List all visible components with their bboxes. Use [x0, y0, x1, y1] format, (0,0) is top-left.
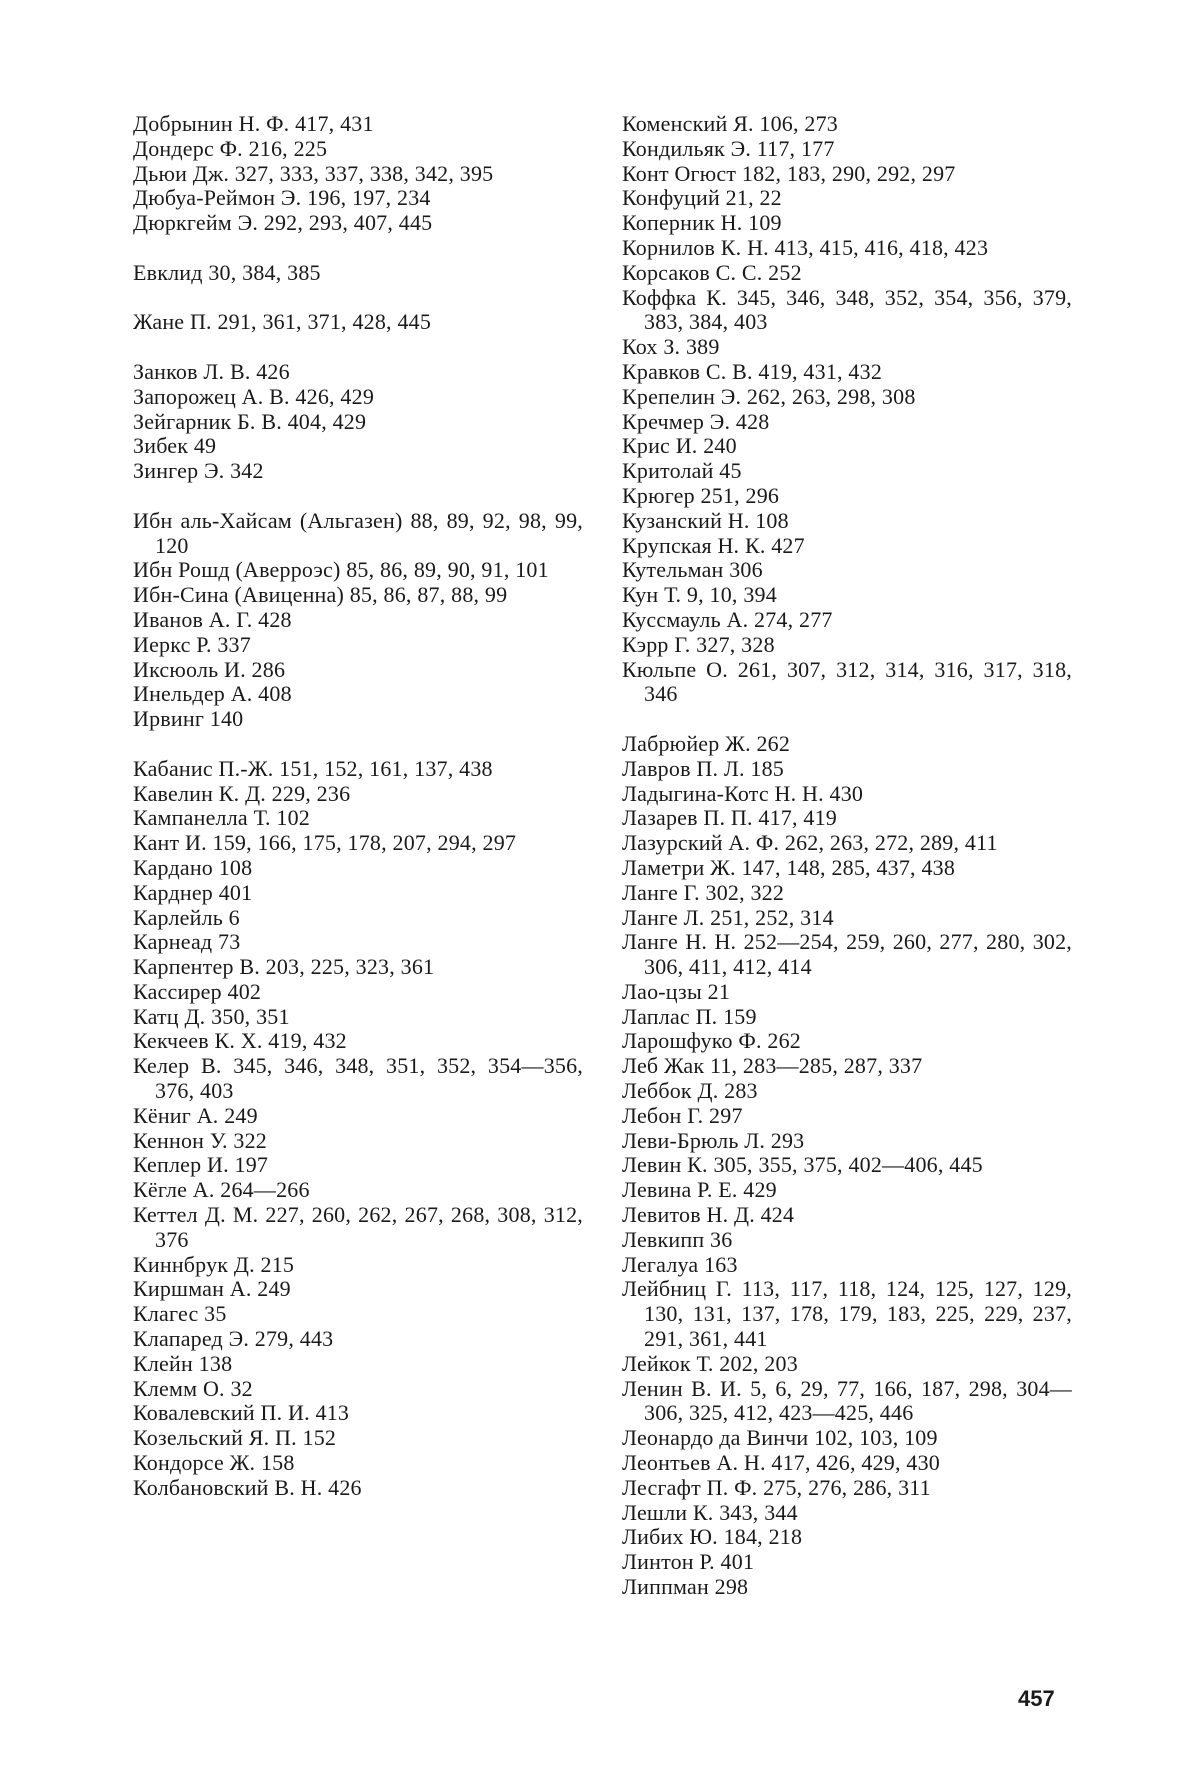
index-entry: Дьюи Дж. 327, 333, 337, 338, 342, 395 [133, 160, 494, 186]
section-gap [133, 484, 583, 509]
index-entry: Ковалевский П. И. 413 [133, 1400, 350, 1426]
index-entry: Лебон Г. 297 [622, 1102, 743, 1128]
index-entry: Корсаков С. С. 252 [622, 259, 802, 285]
index-entry: Карнеад 73 [133, 929, 241, 955]
index-entry: Лейкок Т. 202, 203 [622, 1350, 798, 1376]
index-entry: Левкипп 36 [622, 1226, 733, 1252]
index-entry: Кеннон У. 322 [133, 1127, 268, 1153]
index-entry: Крепелин Э. 262, 263, 298, 308 [622, 383, 916, 409]
index-entry: Киннбрук Д. 215 [133, 1251, 295, 1277]
index-entry: Левин К. 305, 355, 375, 402—406, 445 [622, 1152, 983, 1178]
index-entry: Колбановский В. Н. 426 [133, 1474, 362, 1500]
index-entry: Карднер 401 [133, 879, 253, 905]
index-entry: Клемм О. 32 [133, 1375, 253, 1401]
index-entry: Легалуа 163 [622, 1251, 738, 1277]
index-column-right [622, 112, 1072, 1600]
index-entry: Лаплас П. 159 [622, 1003, 757, 1029]
index-entry: Клапаред Э. 279, 443 [133, 1326, 334, 1352]
index-entry: Ламетри Ж. 147, 148, 285, 437, 438 [622, 854, 956, 880]
index-entry: Кузанский Н. 108 [622, 507, 789, 533]
index-entry: Леонтьев А. Н. 417, 426, 429, 430 [622, 1450, 940, 1476]
index-entry: Леви-Брюль Л. 293 [622, 1127, 805, 1153]
index-entry: Лабрюйер Ж. 262 [622, 730, 791, 756]
index-entry: Лао-цзы 21 [622, 978, 731, 1004]
index-entry: Леб Жак 11, 283—285, 287, 337 [622, 1053, 923, 1079]
index-entry: Зибек 49 [133, 433, 217, 459]
index-entry: Левитов Н. Д. 424 [622, 1202, 795, 1228]
index-entry: Дюбуа-Реймон Э. 196, 197, 234 [133, 185, 431, 211]
index-entry: Кавелин К. Д. 229, 236 [133, 780, 351, 806]
index-entry: Кардано 108 [133, 854, 253, 880]
section-gap [133, 286, 583, 311]
index-entry: Зингер Э. 342 [133, 458, 264, 484]
index-entry: Зейгарник Б. В. 404, 429 [133, 408, 367, 434]
index-entry: Ладыгина-Котс Н. Н. 430 [622, 780, 864, 806]
index-entry: Коменский Я. 106, 273 [622, 111, 838, 136]
index-entry: Леббок Д. 283 [622, 1078, 758, 1104]
index-entry: Кекчеев К. Х. 419, 432 [133, 1028, 347, 1054]
index-entry: Кравков С. В. 419, 431, 432 [622, 358, 883, 384]
section-gap [133, 236, 583, 261]
index-entry: Иксюоль И. 286 [133, 656, 286, 682]
index-entry: Крупская Н. К. 427 [622, 532, 805, 558]
index-entry: Киршман А. 249 [133, 1276, 291, 1302]
index-entry: Ирвинг 140 [133, 706, 244, 732]
index-entry: Кюльпе О. 261, 307, 312, 314, 316, 317, 318, 346 [622, 656, 1072, 707]
index-entry: Линтон Р. 401 [622, 1549, 755, 1575]
index-entry: Кондильяк Э. 117, 177 [622, 135, 835, 161]
section-gap [133, 732, 583, 757]
index-entry: Дондерс Ф. 216, 225 [133, 135, 328, 161]
index-entry: Коффка К. 345, 346, 348, 352, 354, 356, 379, 383, 384, 403 [622, 284, 1072, 335]
index-entry: Конт Огюст 182, 183, 290, 292, 297 [622, 160, 956, 186]
index-entry: Кох З. 389 [622, 334, 720, 360]
index-entry: Коперник Н. 109 [622, 210, 782, 236]
section-gap [133, 335, 583, 360]
index-entry: Добрынин Н. Ф. 417, 431 [133, 111, 374, 136]
index-entry: Критолай 45 [622, 458, 742, 484]
index-entry: Келер В. 345, 346, 348, 351, 352, 354—356, 376, 403 [133, 1053, 583, 1104]
index-entry: Кабанис П.-Ж. 151, 152, 161, 137, 438 [133, 755, 493, 781]
index-entry: Кэрр Г. 327, 328 [622, 631, 775, 657]
index-entry: Клагес 35 [133, 1301, 227, 1327]
index-entry: Лесгафт П. Ф. 275, 276, 286, 311 [622, 1474, 931, 1500]
index-entry: Ланге Н. Н. 252—254, 259, 260, 277, 280, 302, 306, 411, 412, 414 [622, 929, 1072, 980]
index-entry: Лазурский А. Ф. 262, 263, 272, 289, 411 [622, 830, 998, 856]
index-entry: Кёниг А. 249 [133, 1102, 258, 1128]
index-entry: Иеркс Р. 337 [133, 631, 251, 657]
index-entry: Липпман 298 [622, 1574, 749, 1600]
index-entry: Куссмауль А. 274, 277 [622, 606, 833, 632]
index-entry: Либих Ю. 184, 218 [622, 1524, 803, 1550]
index-entry: Леонардо да Винчи 102, 103, 109 [622, 1425, 938, 1451]
index-entry: Кеттел Д. М. 227, 260, 262, 267, 268, 308, 312, 376 [133, 1202, 583, 1252]
index-entry: Занков Л. В. 426 [133, 358, 290, 384]
page-number: 457 [1018, 1686, 1055, 1711]
index-entry: Запорожец А. В. 426, 429 [133, 383, 375, 409]
index-entry: Ленин В. И. 5, 6, 29, 77, 166, 187, 298, 304—306, 325, 412, 423—425, 446 [622, 1375, 1072, 1426]
index-entry: Левина Р. Е. 429 [622, 1177, 777, 1203]
index-entry: Конфуций 21, 22 [622, 185, 782, 211]
index-entry: Кант И. 159, 166, 175, 178, 207, 294, 297 [133, 830, 517, 856]
index-entry: Иванов А. Г. 428 [133, 606, 292, 632]
index-entry: Крис И. 240 [622, 433, 737, 459]
index-entry: Кёгле А. 264—266 [133, 1177, 310, 1203]
index-entry: Кун Т. 9, 10, 394 [622, 582, 777, 608]
index-entry: Клейн 138 [133, 1350, 233, 1376]
index-entry: Ланге Г. 302, 322 [622, 879, 785, 905]
index-column-left [133, 112, 583, 1501]
section-gap [622, 707, 1072, 732]
index-entry: Ланге Л. 251, 252, 314 [622, 904, 834, 930]
index-entry: Карлейль 6 [133, 904, 240, 930]
index-entry: Козельский Я. П. 152 [133, 1425, 337, 1451]
index-entry: Катц Д. 350, 351 [133, 1003, 290, 1029]
index-entry: Кассирер 402 [133, 978, 262, 1004]
index-entry: Ларошфуко Ф. 262 [622, 1028, 801, 1054]
index-entry: Ибн-Сина (Авиценна) 85, 86, 87, 88, 99 [133, 582, 508, 608]
index-entry: Кутельман 306 [622, 557, 763, 583]
index-entry: Карпентер В. 203, 225, 323, 361 [133, 954, 435, 980]
index-entry: Кеплер И. 197 [133, 1152, 269, 1178]
index-entry: Корнилов К. Н. 413, 415, 416, 418, 423 [622, 234, 989, 260]
index-entry: Ибн Рошд (Аверроэс) 85, 86, 89, 90, 91, 101 [133, 557, 549, 583]
index-entry: Инельдер А. 408 [133, 681, 292, 707]
index-entry: Лейбниц Г. 113, 117, 118, 124, 125, 127, 129, 130, 131, 137, 178, 179, 183, 225, 229, 237, 291, 361, 441 [622, 1276, 1072, 1352]
index-entry: Лавров П. Л. 185 [622, 755, 784, 781]
index-entry: Жане П. 291, 361, 371, 428, 445 [133, 309, 432, 335]
index-entry: Кречмер Э. 428 [622, 408, 770, 434]
index-entry: Лешли К. 343, 344 [622, 1499, 798, 1525]
index-entry: Кампанелла Т. 102 [133, 805, 311, 831]
index-entry: Дюркгейм Э. 292, 293, 407, 445 [133, 210, 433, 236]
index-entry: Ибн аль-Хайсам (Альгазен) 88, 89, 92, 98, 99, 120 [133, 507, 583, 558]
index-entry: Крюгер 251, 296 [622, 482, 780, 508]
index-entry: Евклид 30, 384, 385 [133, 259, 321, 285]
index-entry: Кондорсе Ж. 158 [133, 1450, 295, 1476]
index-entry: Лазарев П. П. 417, 419 [622, 805, 837, 831]
